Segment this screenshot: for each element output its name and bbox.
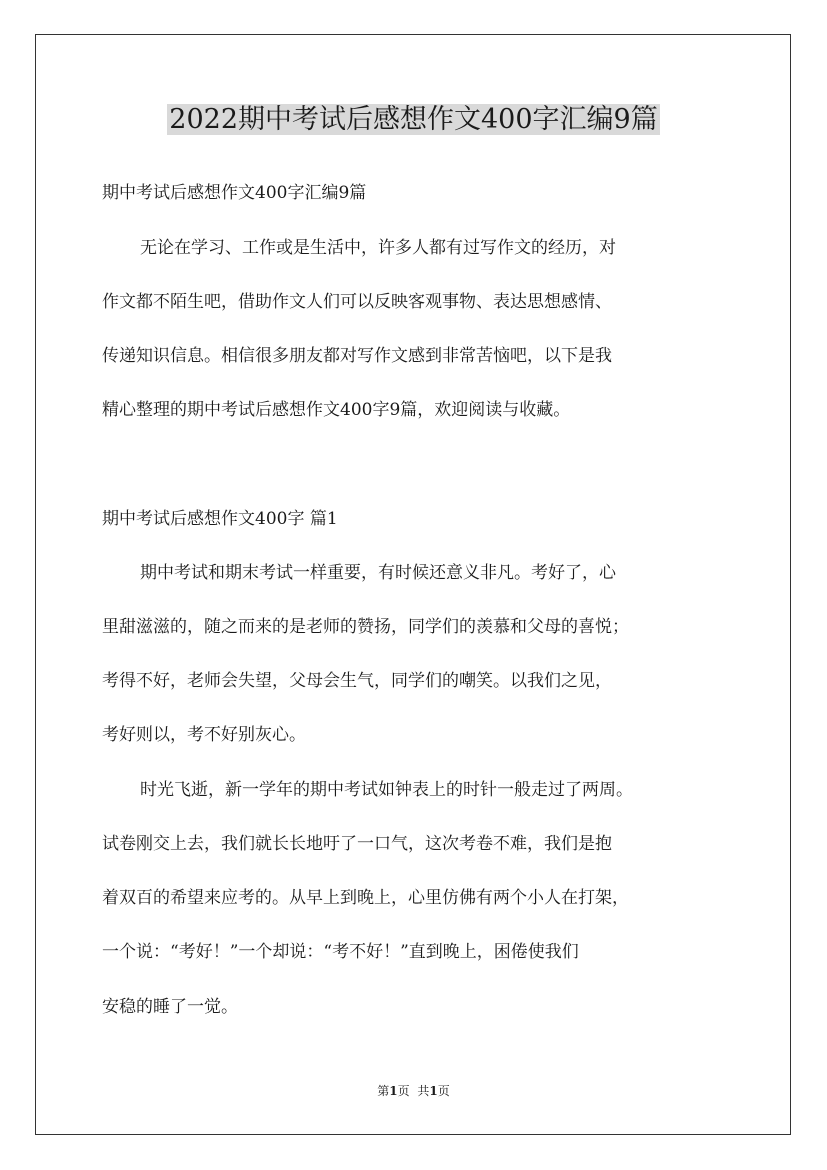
intro-line-1: 无论在学习、工作或是生活中，许多人都有过写作文的经历，对 [140,238,616,258]
page-footer [0,1083,827,1099]
para1-line-3: 考得不好，老师会失望，父母会生气，同学们的嘲笑。以我们之见， [102,671,612,691]
document-title-text: 2022期中考试后感想作文400字汇编9篇 [169,104,658,135]
footer-page-suffix: 页 [397,1084,410,1098]
section-heading: 期中考试后感想作文400字 篇1 [102,509,338,529]
subtitle: 期中考试后感想作文400字汇编9篇 [102,183,367,203]
intro-line-2: 作文都不陌生吧，借助作文人们可以反映客观事物、表达思想感情、 [102,292,612,312]
footer-page-number: 1 [389,1084,398,1098]
footer-total-number: 1 [429,1084,438,1098]
footer-total-suffix: 页 [437,1084,450,1098]
intro-line-3: 传递知识信息。相信很多朋友都对写作文感到非常苦恼吧，以下是我 [102,346,612,366]
intro-line-4: 精心整理的期中考试后感想作文400字9篇，欢迎阅读与收藏。 [102,400,571,420]
document-title [0,100,827,140]
para2-line-5: 安稳的睡了一觉。 [102,997,238,1017]
footer-page-prefix: 第 [377,1084,390,1098]
para1-line-4: 考好则以，考不好别灰心。 [102,725,306,745]
para2-line-4: 一个说：“考好！”一个却说：“考不好！”直到晚上，困倦使我们 [102,942,579,962]
para2-line-1: 时光飞逝，新一学年的期中考试如钟表上的时针一般走过了两周。 [140,780,633,800]
para1-line-1: 期中考试和期末考试一样重要，有时候还意义非凡。考好了，心 [140,563,616,583]
para1-line-2: 里甜滋滋的，随之而来的是老师的赞扬，同学们的羡慕和父母的喜悦； [102,617,629,637]
footer-total-prefix: 共 [417,1084,430,1098]
para2-line-3: 着双百的希望来应考的。从早上到晚上，心里仿佛有两个小人在打架， [102,888,629,908]
para2-line-2: 试卷刚交上去，我们就长长地吁了一口气，这次考卷不难，我们是抱 [102,834,612,854]
